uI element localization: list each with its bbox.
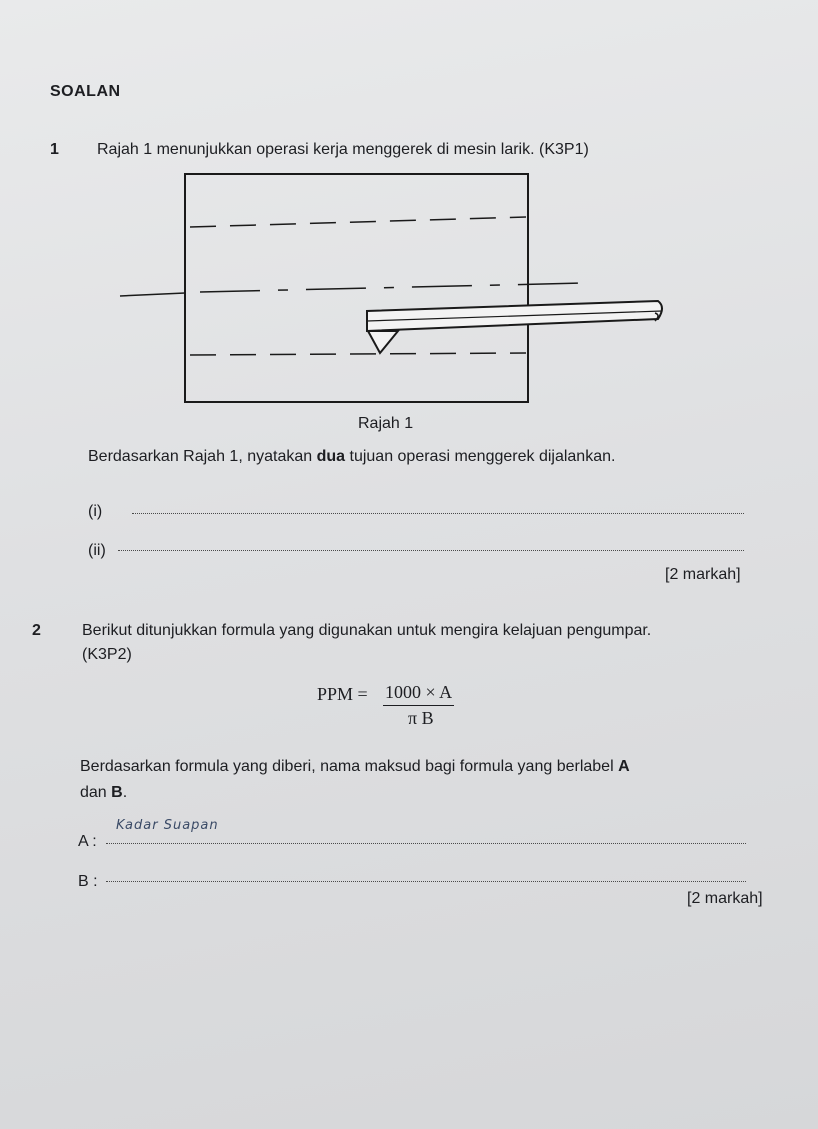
question-2-prompt-line1: Berikut ditunjukkan formula yang digunakan untuk mengira kelajuan pengumpar. (82, 622, 652, 639)
answer-label-ii: (ii) (88, 542, 106, 559)
bore-line-lower (190, 353, 526, 355)
instruction-emphasis: dua (316, 448, 346, 465)
section-heading: SOALAN (50, 83, 121, 100)
answer-line-i[interactable] (132, 513, 744, 514)
answer-line-b[interactable] (106, 881, 746, 882)
formula-denominator: π B (408, 708, 434, 728)
boring-operation-diagram (110, 165, 670, 415)
question-2-prompt-line2: (K3P2) (82, 646, 132, 663)
instruction-emphasis: A (618, 758, 630, 775)
figure-caption: Rajah 1 (358, 415, 414, 432)
answer-label-a: A : (78, 833, 97, 850)
centre-line-left (120, 293, 185, 296)
question-2-instruction-line2 (80, 784, 127, 802)
cutting-tool-tip (368, 331, 398, 353)
question-2-number: 2 (32, 622, 41, 639)
instruction-text: Berdasarkan formula yang diberi, nama maksud bagi formula yang berlabel (80, 758, 619, 775)
question-1-instruction (88, 448, 615, 466)
answer-value-a: Kadar Suapan (116, 818, 219, 833)
question-1-number: 1 (50, 141, 59, 158)
instruction-emphasis: B (111, 784, 123, 801)
answer-line-a[interactable] (106, 843, 746, 844)
bore-line-upper (190, 217, 526, 227)
formula-lhs: PPM = (317, 684, 368, 704)
answer-label-i: (i) (88, 503, 103, 520)
instruction-text: dan (80, 784, 112, 801)
instruction-text: Berdasarkan Rajah 1, nyatakan (88, 448, 317, 465)
answer-line-ii[interactable] (118, 550, 744, 551)
formula-numerator: 1000 × A (383, 682, 454, 706)
question-1-prompt: Rajah 1 menunjukkan operasi kerja menggerek di mesin larik. (K3P1) (97, 141, 589, 158)
instruction-text-end: tujuan operasi menggerek dijalankan. (345, 448, 616, 465)
question-2-instruction-line1 (80, 758, 630, 776)
answer-label-b: B : (78, 873, 98, 890)
question-2-marks: [2 markah] (687, 890, 763, 907)
question-1-marks: [2 markah] (665, 566, 741, 583)
instruction-text-end: . (122, 784, 128, 801)
